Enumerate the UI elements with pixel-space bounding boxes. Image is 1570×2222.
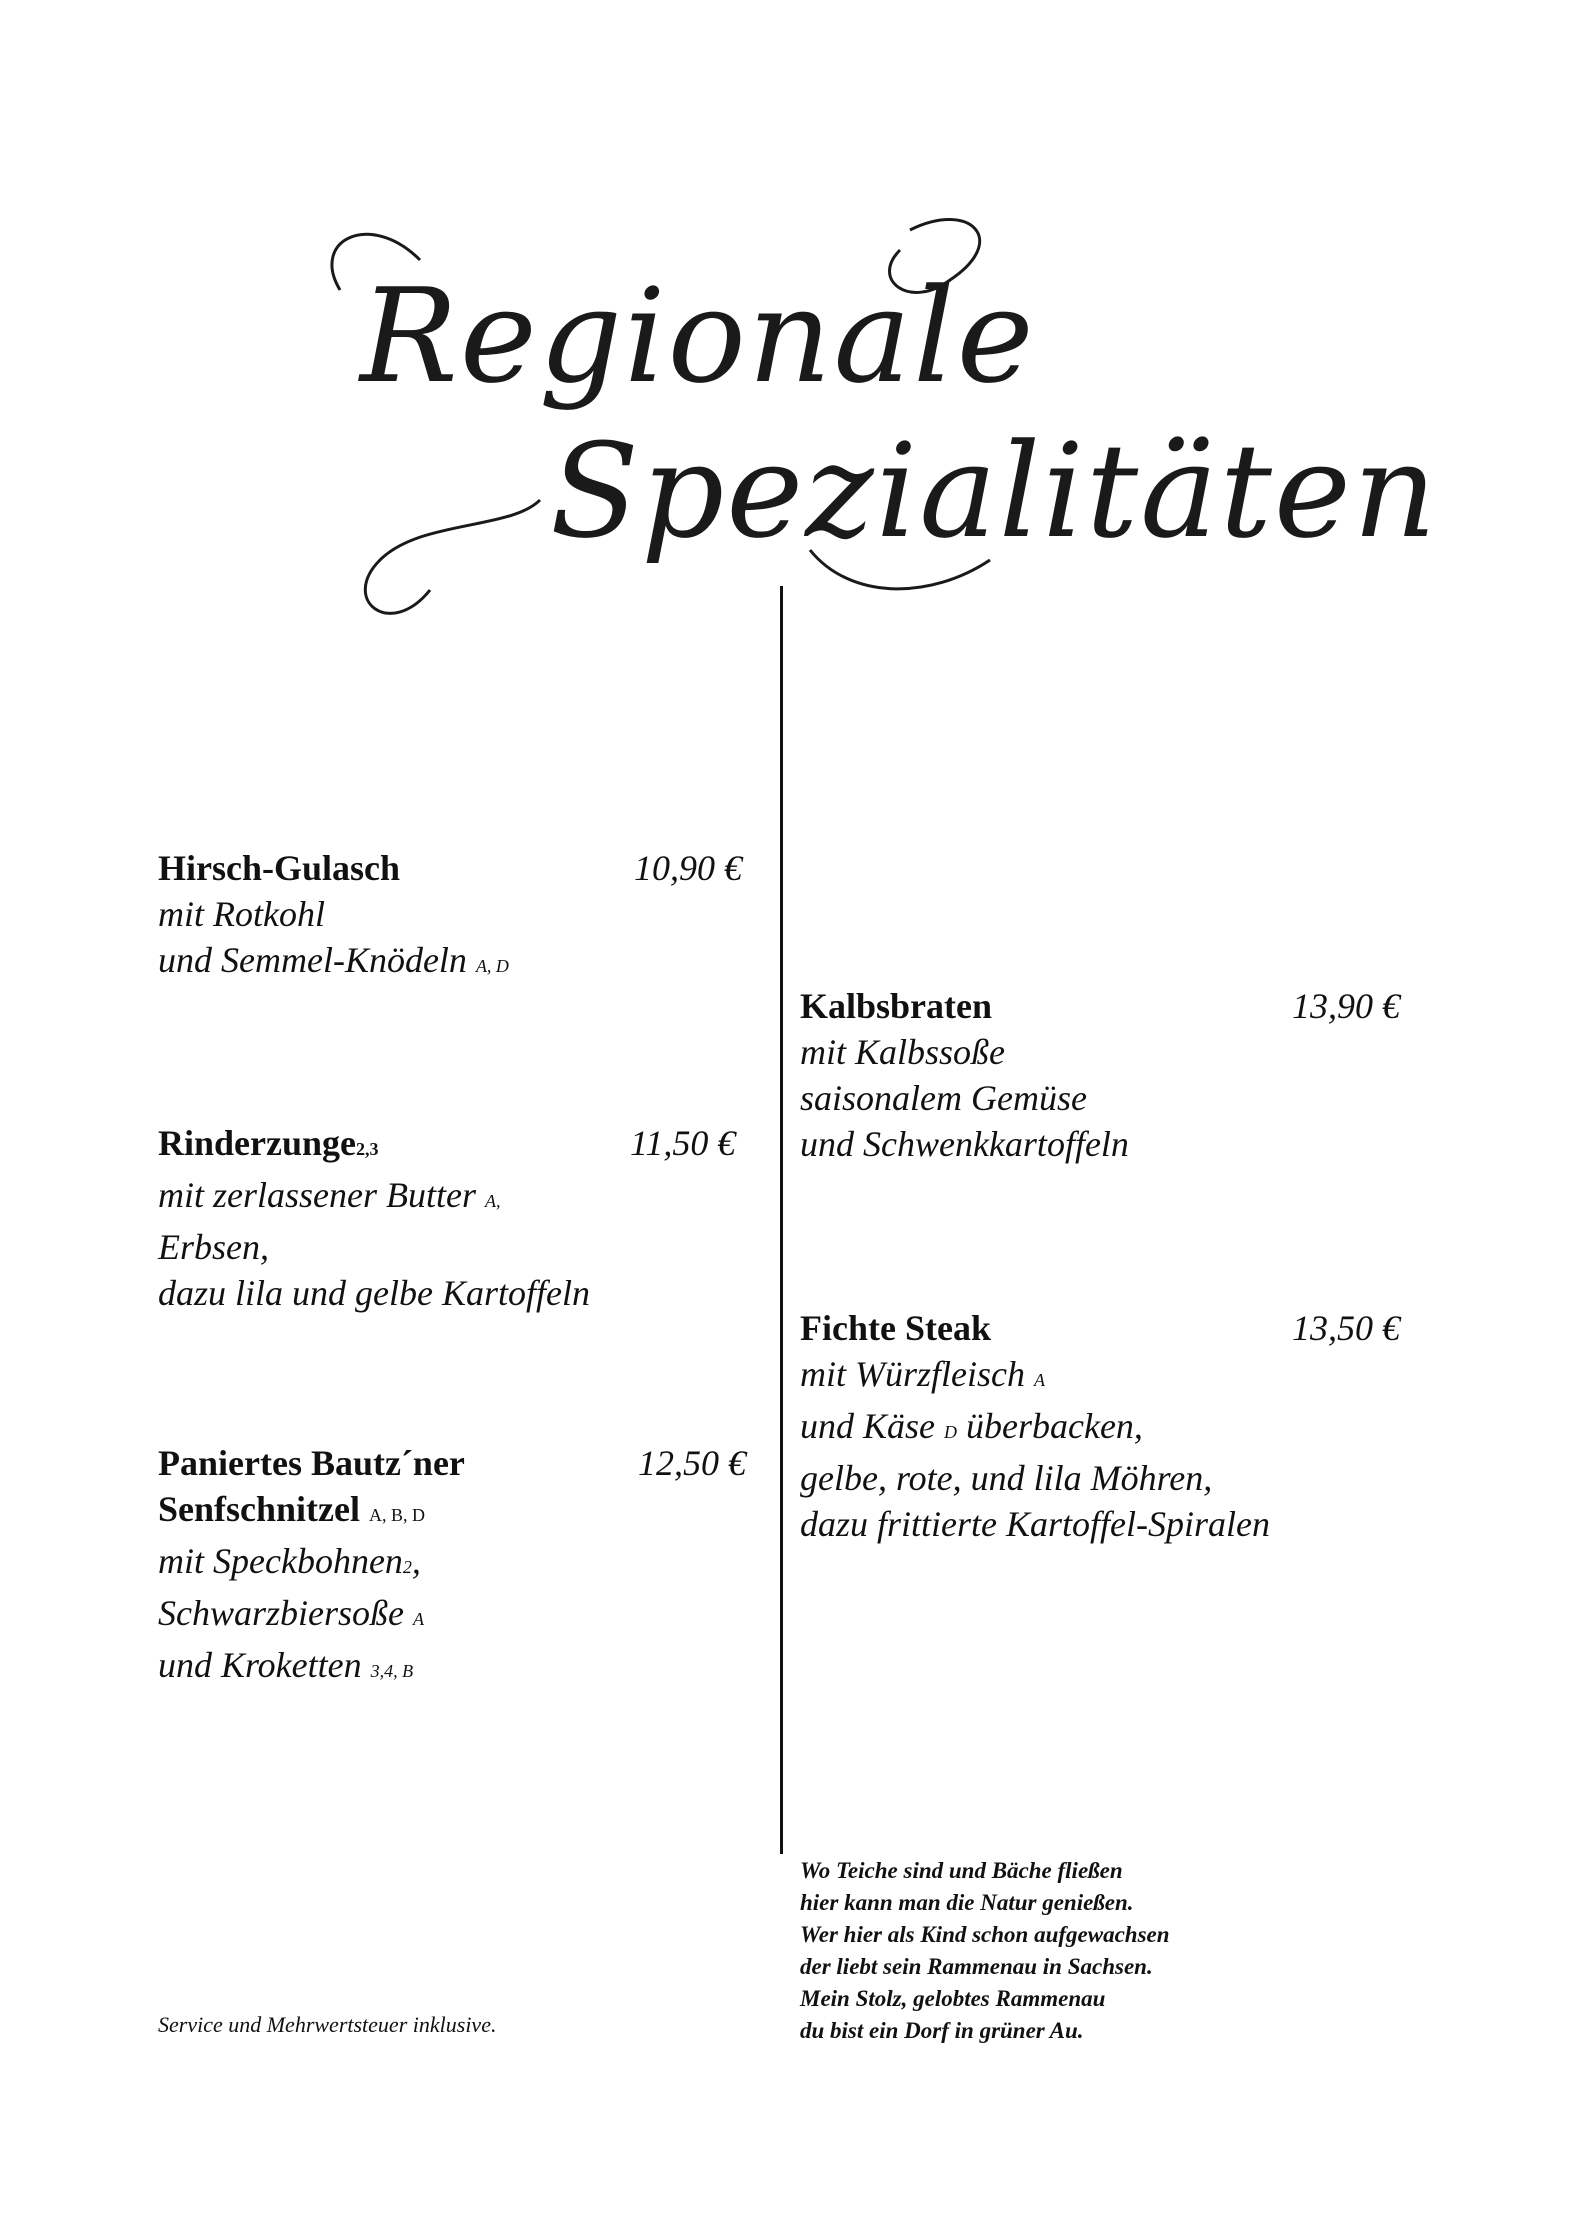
item-price: 13,50 € bbox=[1292, 1308, 1400, 1348]
poem-line: Wo Teiche sind und Bäche fließen bbox=[800, 1858, 1123, 1883]
item-desc-line: saisonalem Gemüse bbox=[800, 1078, 1087, 1118]
poem-line: hier kann man die Natur genießen. bbox=[800, 1890, 1134, 1915]
item-desc-line: mit Würzfleisch A bbox=[800, 1354, 1045, 1394]
menu-item-kalbsbraten bbox=[800, 983, 1420, 1167]
allergen-codes: 3,4, B bbox=[370, 1661, 414, 1681]
title-line-regionale: Regionale bbox=[360, 260, 1036, 412]
allergen-codes: A bbox=[413, 1609, 424, 1629]
menu-title bbox=[310, 200, 1439, 640]
poem-line: Wer hier als Kind schon aufgewachsen bbox=[800, 1922, 1170, 1947]
item-desc-line: Erbsen, bbox=[158, 1227, 269, 1267]
item-desc-line: gelbe, rote, und lila Möhren, bbox=[800, 1458, 1213, 1498]
item-price: 12,50 € bbox=[638, 1443, 746, 1483]
title-line-spezialitaeten: Spezialitäten bbox=[550, 415, 1439, 567]
menu-item-hirsch-gulasch bbox=[158, 845, 758, 989]
allergen-codes: A, D bbox=[475, 956, 509, 976]
item-name-continued: Senfschnitzel A, B, D bbox=[158, 1489, 426, 1529]
item-desc-line: mit Kalbssoße bbox=[800, 1032, 1006, 1072]
column-divider bbox=[780, 586, 783, 1854]
item-price: 10,90 € bbox=[634, 848, 742, 888]
item-desc-line: mit Speckbohnen2, bbox=[158, 1541, 421, 1581]
poem-line: du bist ein Dorf in grüner Au. bbox=[800, 2018, 1084, 2043]
item-desc-line: dazu lila und gelbe Kartoffeln bbox=[158, 1273, 590, 1313]
poem bbox=[800, 1855, 1170, 2047]
item-desc-line: und Semmel-Knödeln A, D bbox=[158, 940, 509, 980]
item-name: Fichte Steak bbox=[800, 1308, 991, 1348]
menu-item-rinderzunge bbox=[158, 1120, 758, 1316]
allergen-codes: A bbox=[1033, 1370, 1045, 1390]
additive-codes: 2 bbox=[402, 1557, 412, 1577]
item-desc-line: dazu frittierte Kartoffel-Spiralen bbox=[800, 1504, 1270, 1544]
item-price: 11,50 € bbox=[630, 1123, 736, 1163]
item-price: 13,90 € bbox=[1292, 986, 1400, 1026]
menu-item-fichte-steak bbox=[800, 1305, 1420, 1547]
item-desc-line: Schwarzbiersoße A bbox=[158, 1593, 424, 1633]
allergen-codes: A, B, D bbox=[369, 1505, 426, 1525]
menu-item-senfschnitzel bbox=[158, 1440, 758, 1694]
additive-codes: 2,3 bbox=[356, 1139, 379, 1159]
item-desc-line: mit zerlassener Butter A, bbox=[158, 1175, 501, 1215]
item-name: Rinderzunge2,3 bbox=[158, 1123, 379, 1163]
item-name: Paniertes Bautz´ner bbox=[158, 1443, 465, 1483]
item-desc-line: und Kroketten 3,4, B bbox=[158, 1645, 414, 1685]
allergen-codes: A, bbox=[484, 1191, 501, 1211]
item-desc-line: mit Rotkohl bbox=[158, 894, 325, 934]
item-name: Kalbsbraten bbox=[800, 986, 993, 1026]
allergen-codes: D bbox=[944, 1422, 957, 1442]
poem-line: Mein Stolz, gelobtes Rammenau bbox=[800, 1986, 1106, 2011]
item-desc-line: und Schwenkkartoffeln bbox=[800, 1124, 1129, 1164]
service-note: Service und Mehrwertsteuer inklusive. bbox=[158, 2012, 497, 2037]
item-name: Hirsch-Gulasch bbox=[158, 848, 401, 888]
item-desc-line: und Käse D überbacken, bbox=[800, 1406, 1143, 1446]
poem-line: der liebt sein Rammenau in Sachsen. bbox=[800, 1954, 1153, 1979]
